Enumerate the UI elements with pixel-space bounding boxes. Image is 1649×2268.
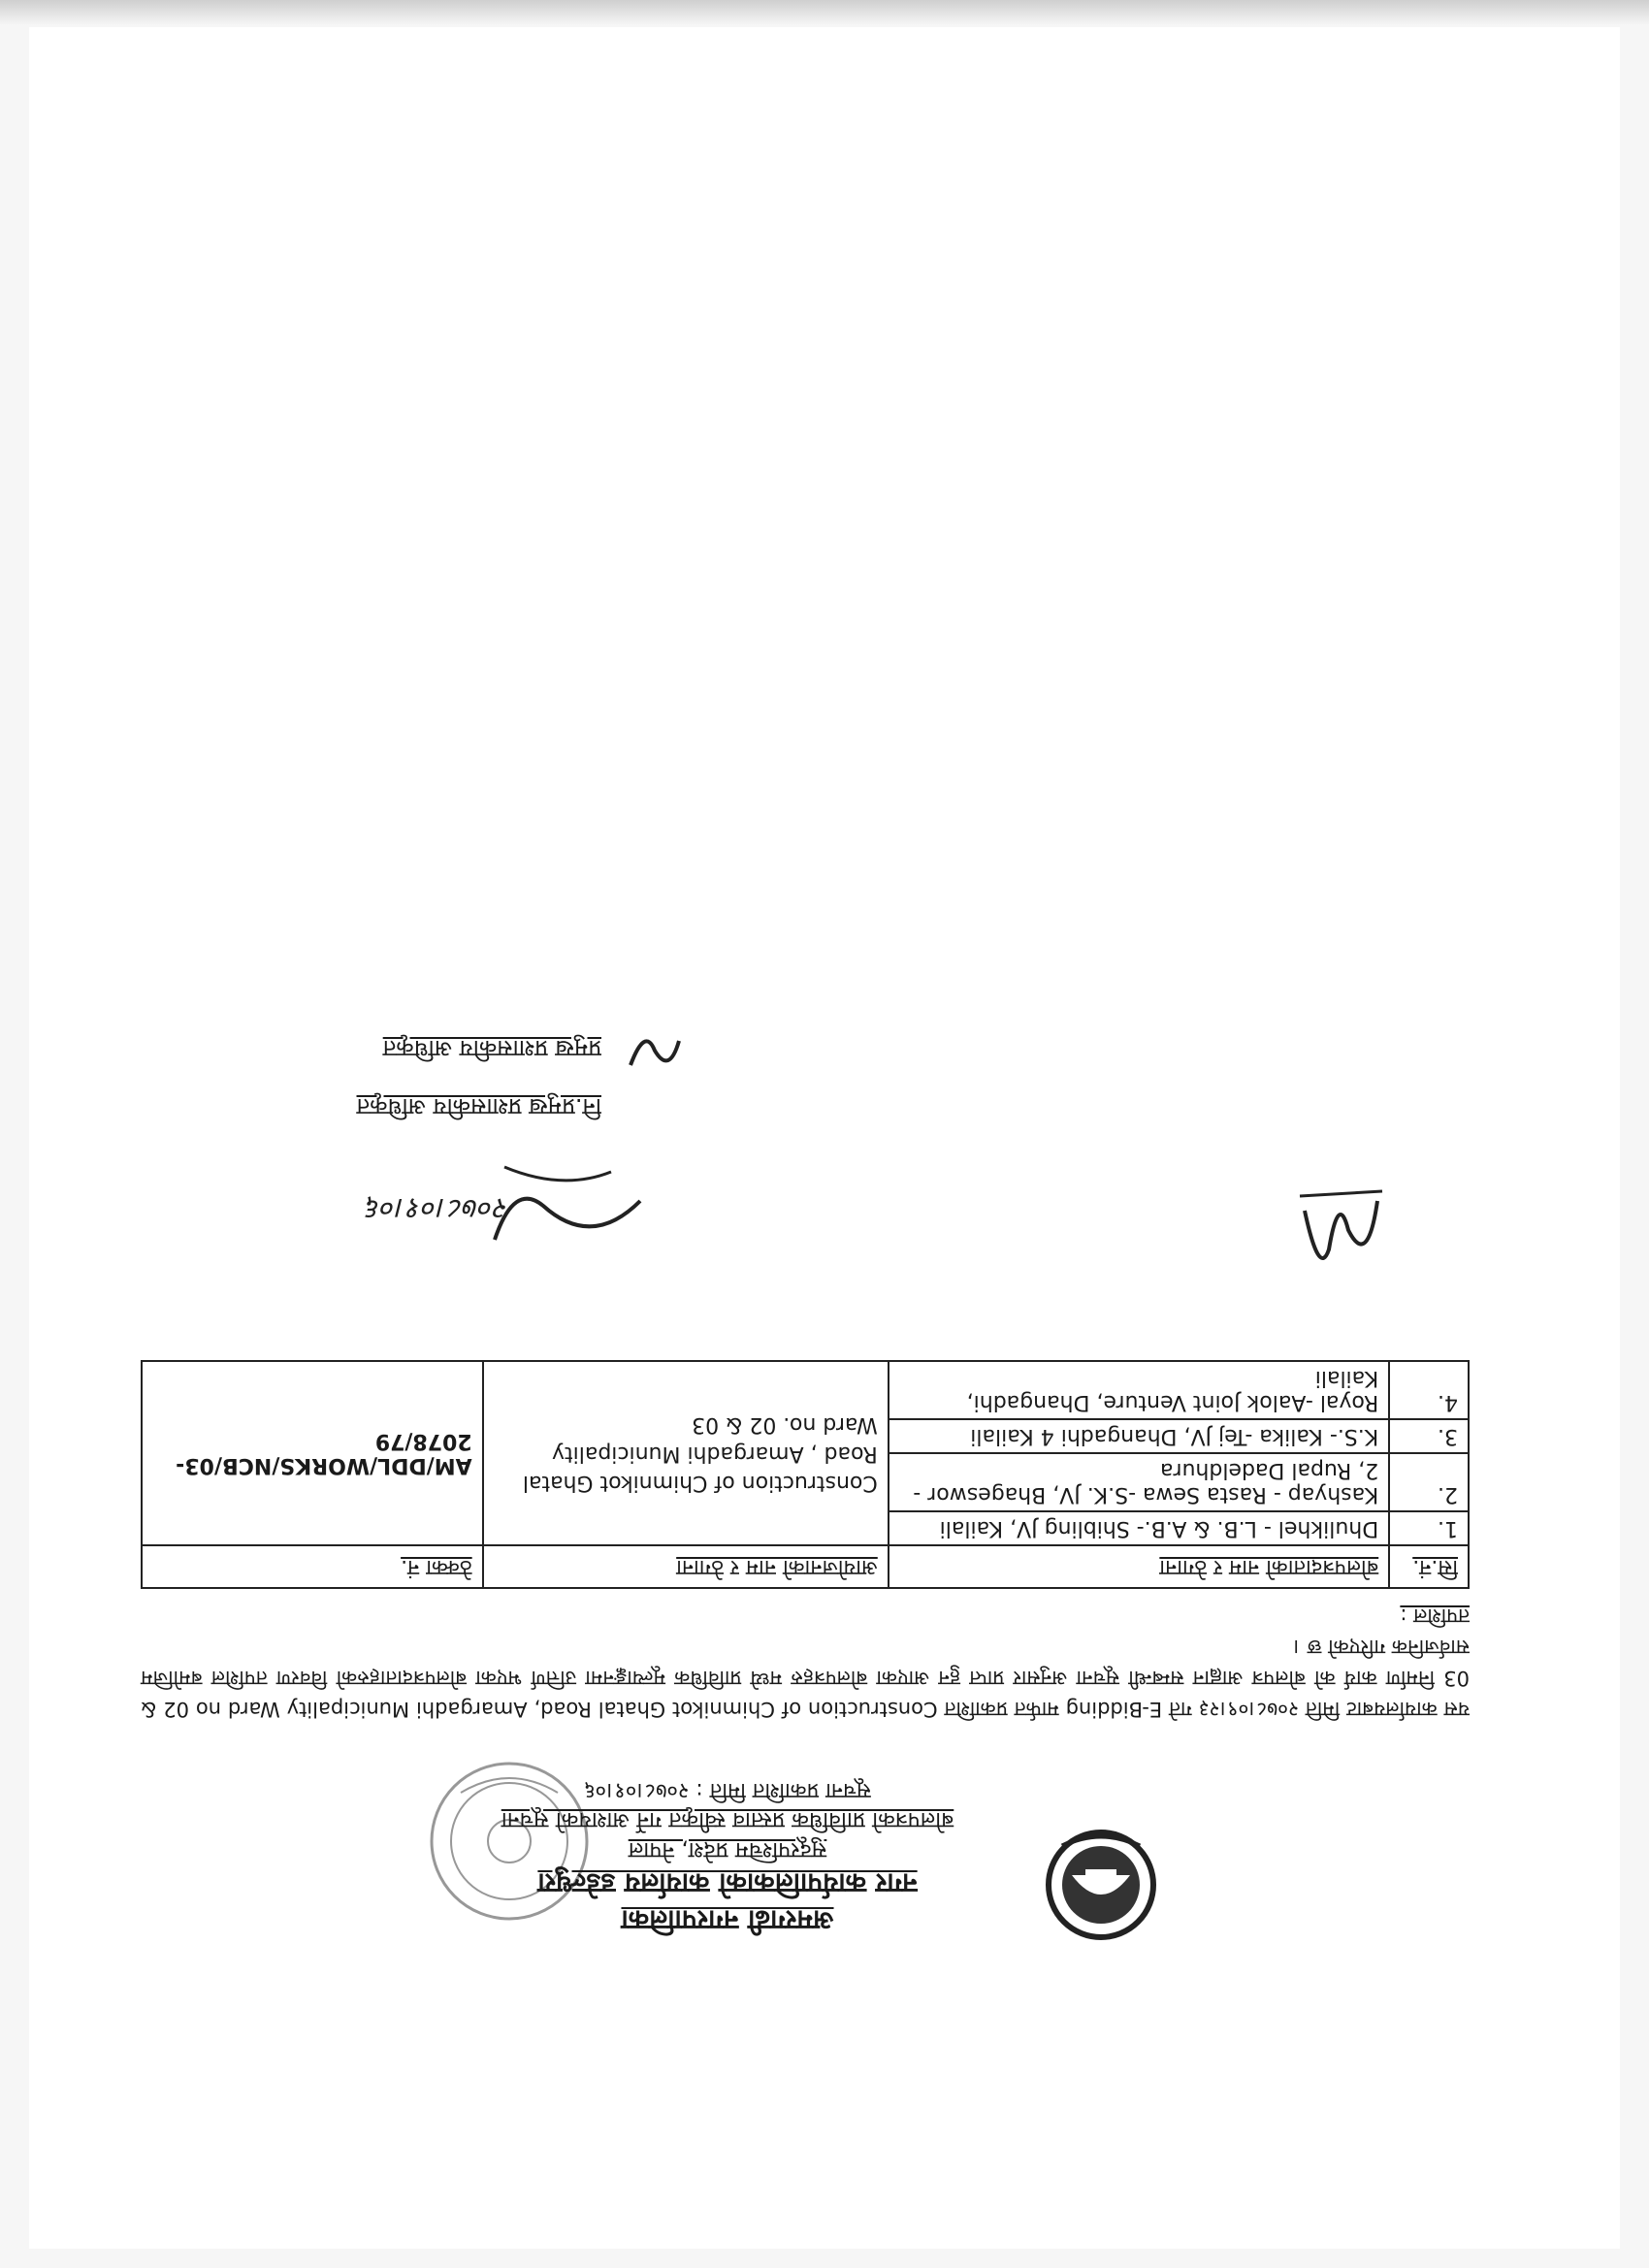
officer-title: प्रमुख प्रशासकीय अधिकृत	[382, 1035, 601, 1062]
row-sn: 2.	[1389, 1453, 1469, 1511]
bidders-table	[141, 1360, 1470, 1589]
signature-main-icon	[485, 1152, 650, 1259]
municipality-name: अमरगढी नगरपालिका	[621, 1904, 834, 1936]
notice-paragraph: यस कार्यालयबाट मिति २०७८।०९।२३ गते E-Bidding मार्फत प्रकाशित Construction of Chimnikot Ghatal Road, Amargadhi Municipality Ward no 02 & 03 निर्माण कार्य को बोलपत्र आह्वान सम्बन्धी सूचना अनुसार प्राप्त हुन आएका बोलपत्रहरु मध्ये प्राविधिक मूल्याङ्कनमा उत्तिर्ण भएका बोलपत्रदाताहरुको विवरण तपशिल बमोजिम सार्वजनिक गरिएको छ ।	[141, 1636, 1470, 1721]
notice-body	[141, 1601, 1470, 1725]
signature-initials-icon	[1290, 1172, 1397, 1288]
notice-title: बोलपत्रको प्राविधिक प्रस्ताव स्वीकृत गर्ने आशयको सूचना	[501, 1807, 954, 1833]
row-sn: 3.	[1389, 1419, 1469, 1453]
contract-number-cell: AM/DDL/WORKS/NCB/03-2078/79	[142, 1361, 483, 1545]
header-bidder: बोलपत्रदाताको नाम र ठेगाना	[889, 1545, 1389, 1588]
province-name: सुदूरपश्चिम प्रदेश, नेपाल	[628, 1837, 827, 1863]
officer-title-acting: नि.प्रमुख प्रशासकीय अधिकृत	[356, 1093, 601, 1120]
signature-date: २०७८।०१।०६	[366, 1191, 509, 1225]
publish-date: सूचना प्रकाशित मिति : २०७८।०१।०६	[584, 1778, 871, 1803]
tapashil-label: तपशिल :	[1400, 1604, 1470, 1628]
row-bidder: Kashyap - Rasta Sewa -S.K. JV, Bhageswor - 2, Rupal Dadeldhura	[889, 1453, 1389, 1511]
row-bidder: K.S.- Kalika -Tej JV, Dhangadhi 4 Kailali	[889, 1419, 1389, 1453]
row-sn: 1.	[1389, 1511, 1469, 1545]
row-sn: 4.	[1389, 1361, 1469, 1419]
header-work: आयोजनाको नाम र ठेगाना	[483, 1545, 889, 1588]
table-row	[142, 1511, 1469, 1545]
work-name-cell: Construction of Chimnikot Ghatal Road , Amargadhi Municipality Ward no. 02 & 03	[483, 1361, 889, 1545]
header-contract: ठेक्का नं.	[142, 1545, 483, 1588]
signature-small-icon	[621, 1021, 689, 1080]
office-name: नगर कार्यपालिकाको कार्यालय डडेल्धुरा	[537, 1867, 918, 1900]
table-header-row	[142, 1545, 1469, 1588]
header-sn: सि.नं.	[1389, 1545, 1469, 1588]
row-bidder: Dhulikhel - L.B. & A.B.- Shibling JV, Kailali	[889, 1511, 1389, 1545]
letterhead	[388, 1776, 1067, 1938]
row-bidder: Royal -Aalok Joint Venture, Dhangadhi, Kailali	[889, 1361, 1389, 1419]
